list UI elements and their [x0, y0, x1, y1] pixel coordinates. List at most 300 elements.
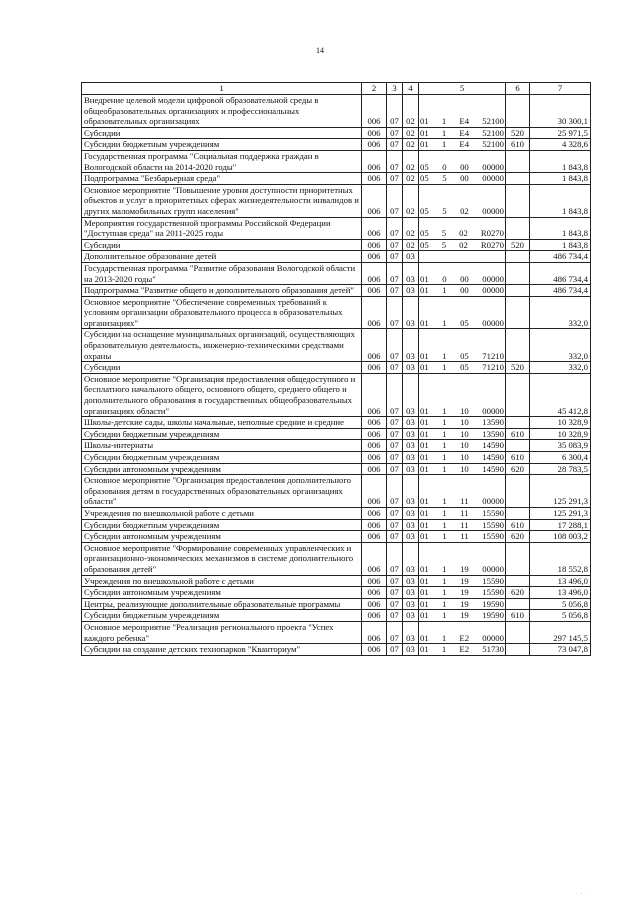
row-vr	[506, 507, 530, 519]
row-rz: 07	[387, 362, 403, 374]
csr-part: 00000	[482, 563, 504, 574]
row-csr	[419, 329, 506, 362]
row-csr	[419, 239, 506, 251]
table-row	[82, 428, 591, 440]
row-rz: 07	[387, 587, 403, 599]
row-ved: 006	[362, 463, 387, 475]
row-csr	[419, 127, 506, 139]
row-csr	[419, 285, 506, 297]
csr-part: 1	[442, 563, 447, 574]
csr-part: 00	[460, 173, 469, 184]
table-row	[82, 463, 591, 475]
csr-part: 52100	[482, 139, 504, 150]
csr-part: 5	[441, 239, 447, 250]
row-vr	[506, 575, 530, 587]
row-pr: 03	[403, 531, 419, 543]
row-sum: 486 734,4	[530, 251, 591, 263]
row-sum: 486 734,4	[530, 285, 591, 297]
row-csr-code	[420, 520, 504, 531]
csr-part: 00000	[482, 161, 504, 172]
csr-part: 01	[420, 317, 429, 328]
row-sum: 332,0	[530, 296, 591, 329]
row-csr-code	[420, 128, 504, 139]
csr-part: 05	[420, 228, 429, 239]
row-csr-code	[420, 644, 504, 655]
csr-part: 1	[442, 587, 447, 598]
csr-part: 1	[442, 452, 447, 462]
row-vr	[506, 173, 530, 185]
row-name: Субсидии бюджетным учреждениям	[82, 428, 362, 440]
row-rz: 07	[387, 475, 403, 508]
table-row	[82, 95, 591, 128]
row-pr: 03	[403, 452, 419, 464]
row-name: Учреждения по внешкольной работе с детьми	[82, 507, 362, 519]
csr-part: 01	[420, 563, 429, 574]
row-csr-code	[420, 228, 504, 239]
row-pr: 03	[403, 587, 419, 599]
csr-part: 11	[460, 496, 469, 507]
csr-part: 00	[460, 161, 469, 172]
row-rz: 07	[387, 285, 403, 297]
table-row	[82, 150, 591, 172]
table-row	[82, 285, 591, 297]
row-csr	[419, 173, 506, 185]
row-rz: 07	[387, 329, 403, 362]
table-row	[82, 452, 591, 464]
row-csr	[419, 296, 506, 329]
row-rz: 07	[387, 184, 403, 217]
row-vr	[506, 262, 530, 284]
table-row	[82, 239, 591, 251]
row-ved: 006	[362, 519, 387, 531]
row-csr	[419, 610, 506, 622]
csr-part: 01	[420, 273, 429, 284]
row-pr: 03	[403, 285, 419, 297]
row-csr	[419, 251, 506, 263]
row-name: Внедрение целевой модели цифровой образовательной среды в общеобразовательных организациях и профессиональных образовательных организациях	[82, 95, 362, 128]
row-name: Субсидии на создание детских технопарков "Кванториум"	[82, 644, 362, 656]
row-name: Субсидии автономным учреждениям	[82, 531, 362, 543]
table-row	[82, 127, 591, 139]
row-name: Субсидии автономным учреждениям	[82, 587, 362, 599]
csr-part: 01	[420, 285, 429, 296]
row-ved: 006	[362, 329, 387, 362]
csr-part: 71210	[482, 350, 504, 361]
row-csr	[419, 644, 506, 656]
csr-part: 00	[460, 285, 469, 296]
row-name: Субсидии бюджетным учреждениям	[82, 452, 362, 464]
csr-part: 01	[420, 405, 429, 416]
csr-part: 01	[420, 575, 429, 586]
row-csr-code	[420, 173, 504, 184]
row-ved: 006	[362, 598, 387, 610]
row-vr: 520	[506, 362, 530, 374]
row-csr	[419, 507, 506, 519]
row-pr: 03	[403, 519, 419, 531]
row-name: Школы-детские сады, школы начальные, неполные средние и средние	[82, 417, 362, 429]
row-csr-code	[420, 633, 504, 644]
csr-part: 11	[460, 519, 469, 530]
row-ved: 006	[362, 184, 387, 217]
csr-part: 1	[441, 116, 447, 127]
row-rz: 07	[387, 251, 403, 263]
row-csr-code	[420, 318, 504, 329]
table-row	[82, 362, 591, 374]
row-sum: 1 843,8	[530, 184, 591, 217]
csr-part: 5	[442, 173, 447, 184]
row-pr: 03	[403, 373, 419, 416]
csr-part: 01	[420, 463, 429, 474]
row-rz: 07	[387, 463, 403, 475]
row-vr: 520	[506, 239, 530, 251]
row-sum: 486 734,4	[530, 262, 591, 284]
table-row	[82, 139, 591, 151]
row-csr	[419, 475, 506, 508]
row-name: Субсидии	[82, 362, 362, 374]
row-sum: 1 843,8	[530, 217, 591, 239]
row-sum: 332,0	[530, 329, 591, 362]
row-sum: 28 783,5	[530, 463, 591, 475]
csr-part: 1	[442, 440, 447, 451]
row-name: Мероприятия государственной программы Российской Федерации "Доступная среда" на 2011-2025 годы	[82, 217, 362, 239]
table-row	[82, 251, 591, 263]
row-rz: 07	[387, 262, 403, 284]
row-rz: 07	[387, 575, 403, 587]
row-rz: 07	[387, 217, 403, 239]
row-sum: 108 003,2	[530, 531, 591, 543]
csr-part: 05	[460, 350, 469, 361]
row-vr	[506, 285, 530, 297]
row-rz: 07	[387, 542, 403, 575]
scan-mark: · · ·	[575, 892, 588, 897]
row-ved: 006	[362, 217, 387, 239]
csr-part: 01	[420, 610, 429, 621]
csr-part: 00000	[482, 285, 504, 296]
table-row	[82, 610, 591, 622]
row-csr	[419, 531, 506, 543]
csr-part: 52100	[482, 127, 504, 138]
row-ved: 006	[362, 475, 387, 508]
csr-part: 05	[420, 239, 429, 250]
csr-part: 1	[442, 350, 447, 361]
row-csr	[419, 452, 506, 464]
table-row	[82, 575, 591, 587]
row-vr	[506, 329, 530, 362]
row-name: Центры, реализующие дополнительные образовательные программы	[82, 598, 362, 610]
row-csr-code	[420, 206, 504, 217]
row-ved: 006	[362, 542, 387, 575]
csr-part: 1	[442, 285, 447, 296]
csr-part: 11	[460, 507, 469, 518]
row-csr-code	[420, 406, 504, 417]
row-vr: 620	[506, 587, 530, 599]
csr-part: 1	[442, 417, 447, 428]
csr-part: 1	[442, 317, 447, 328]
row-pr: 03	[403, 417, 419, 429]
table-row	[82, 417, 591, 429]
row-vr	[506, 621, 530, 643]
row-csr-code	[420, 351, 504, 362]
row-pr: 03	[403, 329, 419, 362]
row-ved: 006	[362, 417, 387, 429]
csr-part: 01	[420, 440, 429, 451]
csr-part: 05	[420, 161, 429, 172]
table-row	[82, 217, 591, 239]
row-sum: 5 056,8	[530, 610, 591, 622]
row-rz: 07	[387, 150, 403, 172]
row-rz: 07	[387, 428, 403, 440]
row-pr: 03	[403, 475, 419, 508]
row-rz: 07	[387, 239, 403, 251]
csr-part: 01	[420, 587, 429, 598]
row-vr	[506, 644, 530, 656]
csr-part: 15590	[482, 519, 504, 530]
csr-part: 05	[420, 173, 429, 184]
row-sum: 125 291,3	[530, 507, 591, 519]
csr-part: 10	[460, 463, 469, 474]
csr-part: 00	[460, 273, 469, 284]
row-ved: 006	[362, 610, 387, 622]
row-name: Субсидии	[82, 127, 362, 139]
csr-part: 1	[442, 496, 447, 507]
row-sum: 17 288,1	[530, 519, 591, 531]
row-ved: 006	[362, 173, 387, 185]
row-vr: 620	[506, 531, 530, 543]
row-name: Субсидии бюджетным учреждениям	[82, 139, 362, 151]
csr-part: 1	[442, 519, 447, 530]
csr-part: 01	[420, 139, 429, 150]
csr-part: 01	[420, 362, 429, 373]
csr-part: 00000	[482, 496, 504, 507]
row-ved: 006	[362, 531, 387, 543]
table-row	[82, 329, 591, 362]
row-name: Субсидии автономным учреждениям	[82, 463, 362, 475]
csr-part: 01	[420, 428, 429, 439]
row-name: Учреждения по внешкольной работе с детьми	[82, 575, 362, 587]
row-pr: 02	[403, 184, 419, 217]
row-rz: 07	[387, 598, 403, 610]
row-pr: 02	[403, 217, 419, 239]
row-pr: 02	[403, 127, 419, 139]
table-row	[82, 475, 591, 508]
row-csr	[419, 217, 506, 239]
csr-part: E2	[459, 632, 470, 643]
csr-part: 14590	[482, 463, 504, 474]
csr-part: 14590	[482, 452, 504, 462]
csr-part: 02	[459, 228, 468, 239]
row-vr	[506, 150, 530, 172]
row-pr: 03	[403, 440, 419, 452]
csr-part: 01	[420, 452, 429, 462]
csr-part: E4	[459, 116, 470, 127]
row-csr	[419, 139, 506, 151]
table-row	[82, 621, 591, 643]
row-pr: 03	[403, 463, 419, 475]
row-csr-code	[420, 116, 504, 127]
row-sum: 25 971,5	[530, 127, 591, 139]
row-name: Школы-интернаты	[82, 440, 362, 452]
table-row	[82, 531, 591, 543]
row-pr: 03	[403, 598, 419, 610]
table-row	[82, 598, 591, 610]
row-vr	[506, 598, 530, 610]
row-vr	[506, 184, 530, 217]
table-row	[82, 184, 591, 217]
row-csr	[419, 621, 506, 643]
header-row	[82, 83, 591, 95]
table-row	[82, 373, 591, 416]
row-rz: 07	[387, 531, 403, 543]
csr-part: 10	[460, 405, 469, 416]
row-vr	[506, 296, 530, 329]
row-csr	[419, 463, 506, 475]
row-ved: 006	[362, 452, 387, 464]
row-ved: 006	[362, 621, 387, 643]
row-csr-code	[420, 452, 504, 463]
csr-part: 00000	[482, 405, 504, 416]
row-rz: 07	[387, 519, 403, 531]
header-col-7: 7	[530, 83, 591, 95]
row-pr: 03	[403, 296, 419, 329]
row-rz: 07	[387, 507, 403, 519]
csr-part: 13590	[482, 417, 504, 428]
row-csr-code	[420, 464, 504, 475]
csr-part: E2	[459, 644, 470, 655]
row-ved: 006	[362, 251, 387, 263]
csr-part: 01	[420, 519, 429, 530]
row-sum: 125 291,3	[530, 475, 591, 508]
row-pr: 02	[403, 173, 419, 185]
row-sum: 73 047,8	[530, 644, 591, 656]
row-vr: 610	[506, 610, 530, 622]
row-vr	[506, 542, 530, 575]
row-rz: 07	[387, 452, 403, 464]
budget-table	[81, 82, 591, 656]
row-name: Субсидии на оснащение муниципальных организаций, осуществляющих образовательную деятельность, инженерно-техническими средствами охраны	[82, 329, 362, 362]
row-ved: 006	[362, 150, 387, 172]
table-row	[82, 519, 591, 531]
csr-part: 19590	[482, 598, 504, 609]
row-vr	[506, 251, 530, 263]
row-csr-code	[420, 162, 504, 173]
row-name: Подпрограмма "Развитие общего и дополнительного образования детей"	[82, 285, 362, 297]
row-rz: 07	[387, 373, 403, 416]
row-csr-code	[420, 440, 504, 451]
row-name: Субсидии бюджетным учреждениям	[82, 610, 362, 622]
row-csr-code	[420, 362, 504, 373]
row-csr-code	[420, 610, 504, 621]
table-row	[82, 507, 591, 519]
row-csr	[419, 362, 506, 374]
csr-part: 19590	[482, 610, 504, 621]
table-row	[82, 296, 591, 329]
row-ved: 006	[362, 262, 387, 284]
csr-part: E4	[459, 139, 470, 150]
row-ved: 006	[362, 296, 387, 329]
row-name: Основное мероприятие "Обеспечение современных требований к условиям организации образовательного процесса в образовательных организациях"	[82, 296, 362, 329]
csr-part: 00000	[482, 205, 504, 216]
row-csr	[419, 417, 506, 429]
row-sum: 10 328,9	[530, 417, 591, 429]
csr-part: 1	[442, 405, 447, 416]
row-csr	[419, 519, 506, 531]
row-csr	[419, 262, 506, 284]
csr-part: 1	[442, 575, 447, 586]
csr-part: 5	[442, 205, 447, 216]
row-pr: 03	[403, 507, 419, 519]
row-sum: 10 328,9	[530, 428, 591, 440]
csr-part: 19	[460, 598, 469, 609]
csr-part: E4	[459, 127, 470, 138]
row-rz: 07	[387, 173, 403, 185]
row-pr: 03	[403, 262, 419, 284]
row-rz: 07	[387, 621, 403, 643]
row-vr: 610	[506, 139, 530, 151]
row-pr: 02	[403, 139, 419, 151]
row-pr: 03	[403, 621, 419, 643]
row-csr-code	[420, 496, 504, 507]
csr-part: 01	[420, 350, 429, 361]
row-name: Подпрограмма "Безбарьерная среда"	[82, 173, 362, 185]
header-col-4: 4	[403, 83, 419, 95]
csr-part: 19	[460, 563, 469, 574]
table-row	[82, 542, 591, 575]
row-sum: 332,0	[530, 362, 591, 374]
row-rz: 07	[387, 610, 403, 622]
row-csr	[419, 150, 506, 172]
csr-part: 71210	[482, 362, 504, 373]
csr-part: 0	[442, 161, 447, 172]
row-csr	[419, 95, 506, 128]
csr-part: 1	[442, 463, 447, 474]
row-vr	[506, 417, 530, 429]
header-col-6: 6	[506, 83, 530, 95]
row-vr: 610	[506, 428, 530, 440]
csr-part: 13590	[482, 428, 504, 439]
row-csr-code	[420, 508, 504, 519]
header-col-3: 3	[387, 83, 403, 95]
table-row	[82, 440, 591, 452]
csr-part: 1	[442, 507, 447, 518]
csr-part: 15590	[482, 575, 504, 586]
row-name: Субсидии бюджетным учреждениям	[82, 519, 362, 531]
csr-part: 1	[442, 531, 447, 542]
row-csr	[419, 440, 506, 452]
csr-part: 01	[420, 598, 429, 609]
csr-part: 15590	[482, 531, 504, 542]
csr-part: 11	[460, 531, 469, 542]
csr-part: 15590	[482, 507, 504, 518]
row-ved: 006	[362, 95, 387, 128]
csr-part: 1	[441, 139, 447, 150]
csr-part: 02	[459, 239, 468, 250]
row-rz: 07	[387, 139, 403, 151]
csr-part: 1	[441, 644, 447, 655]
row-csr	[419, 373, 506, 416]
row-csr-code	[420, 417, 504, 428]
row-rz: 07	[387, 644, 403, 656]
csr-part: 19	[460, 575, 469, 586]
csr-part: R0270	[480, 228, 504, 239]
row-vr	[506, 373, 530, 416]
csr-part: 1	[441, 127, 447, 138]
row-sum: 6 300,4	[530, 452, 591, 464]
csr-part: 10	[460, 440, 469, 451]
row-ved: 006	[362, 587, 387, 599]
csr-part: 01	[420, 496, 429, 507]
csr-part: 10	[460, 417, 469, 428]
row-vr: 610	[506, 519, 530, 531]
